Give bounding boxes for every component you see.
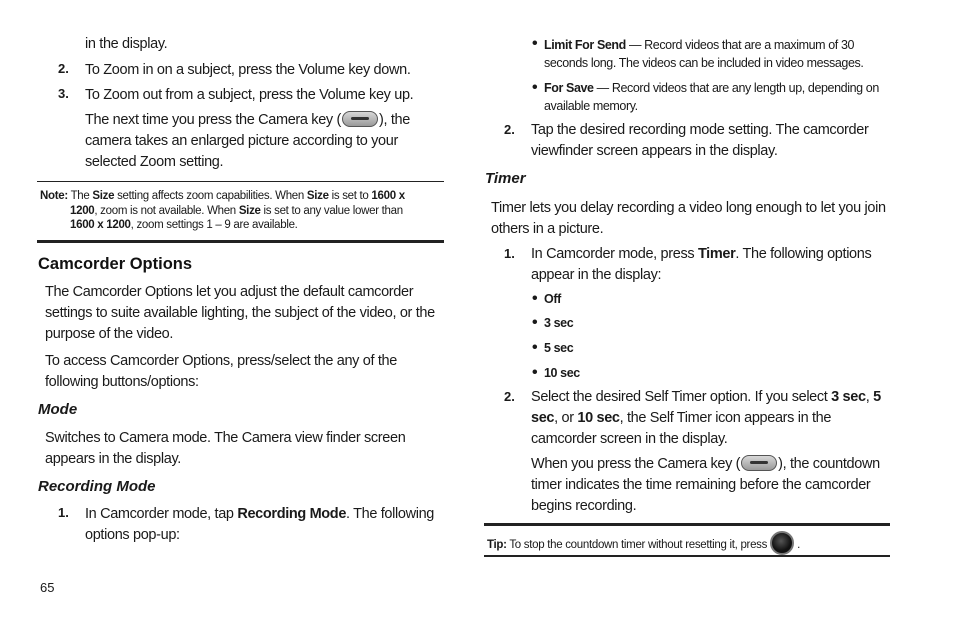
bullet-icon: • bbox=[532, 339, 538, 356]
note-bottom-rule bbox=[37, 240, 444, 243]
recording-mode-heading: Recording Mode bbox=[38, 478, 156, 495]
tip-label: Tip: bbox=[487, 539, 507, 551]
bullet-icon: • bbox=[532, 364, 538, 381]
timer-option-off: Off bbox=[544, 292, 561, 306]
countdown-paragraph: When you press the Camera key ( ), the countdown timer indicates the time remaining before the camcorder begins recording. bbox=[531, 456, 880, 514]
bullet-icon: • bbox=[532, 35, 538, 52]
bullet-icon: • bbox=[532, 79, 538, 96]
step-number: 3. bbox=[58, 86, 69, 101]
step-number: 2. bbox=[504, 389, 515, 404]
step-number: 2. bbox=[504, 122, 515, 137]
right-column bbox=[480, 0, 954, 636]
bullet-icon: • bbox=[532, 314, 538, 331]
timer-option-10sec: 10 sec bbox=[544, 366, 580, 380]
timer-description: Timer lets you delay recording a video long enough to let you join others in a picture. bbox=[491, 200, 886, 237]
step-number: 2. bbox=[58, 61, 69, 76]
continued-line: in the display. bbox=[85, 36, 168, 52]
note-label: Note: bbox=[40, 190, 68, 202]
timer-step-2: Select the desired Self Timer option. If you select 3 sec, 5 sec, or 10 sec, the Self Timer icon appears in the camcorder screen in the display. bbox=[531, 389, 881, 447]
section-heading: Camcorder Options bbox=[38, 255, 193, 273]
end-key-icon bbox=[770, 531, 794, 555]
tip-bottom-rule bbox=[484, 555, 890, 557]
step-number: 1. bbox=[58, 505, 69, 520]
timer-step-1: In Camcorder mode, press Timer. The following options appear in the display: bbox=[531, 246, 872, 283]
intro-paragraph: The Camcorder Options let you adjust the default camcorder settings to suite available lighting, the subject of the video, or the purpose of the video. bbox=[45, 284, 435, 342]
mode-description: Switches to Camera mode. The Camera view finder screen appears in the display. bbox=[45, 430, 406, 467]
mode-heading: Mode bbox=[38, 401, 78, 418]
bullet-icon: • bbox=[532, 290, 538, 307]
recording-mode-step: In Camcorder mode, tap Recording Mode. The following options pop-up: bbox=[85, 506, 435, 543]
camera-key-icon bbox=[342, 111, 378, 127]
note-top-rule bbox=[37, 181, 444, 182]
zoom-out-step: To Zoom out from a subject, press the Volume key up. bbox=[85, 87, 414, 103]
page-number: 65 bbox=[40, 580, 55, 595]
access-paragraph: To access Camcorder Options, press/select the any of the following buttons/options: bbox=[45, 353, 397, 390]
timer-option-5sec: 5 sec bbox=[544, 341, 574, 355]
zoom-paragraph: The next time you press the Camera key ( ), the camera takes an enlarged picture according to your selected Zoom setting. bbox=[85, 112, 410, 170]
recording-step-2: Tap the desired recording mode setting. The camcorder viewfinder screen appears in the display. bbox=[531, 122, 869, 159]
step-number: 1. bbox=[504, 246, 515, 261]
camera-key-icon bbox=[741, 455, 777, 471]
limit-for-send-option: Limit For Send — Record videos that are a maximum of 30 seconds long. The videos can be included in video messages. bbox=[544, 38, 864, 70]
timer-option-3sec: 3 sec bbox=[544, 316, 574, 330]
timer-heading: Timer bbox=[485, 170, 526, 187]
zoom-in-step: To Zoom in on a subject, press the Volume key down. bbox=[85, 62, 411, 78]
tip-box: Tip: To stop the countdown timer without resetting it, press . bbox=[487, 531, 887, 555]
left-column bbox=[0, 0, 460, 636]
for-save-option: For Save — Record videos that are any length up, depending on available memory. bbox=[544, 81, 879, 113]
tip-top-rule bbox=[484, 523, 890, 526]
note-box: Note: The Size setting affects zoom capabilities. When Size is set to 1600 x 1200, zoom is not available. When Size is set to any value lower than 1600 x 1200, zoom settings 1 – 9 are available. bbox=[40, 190, 405, 231]
